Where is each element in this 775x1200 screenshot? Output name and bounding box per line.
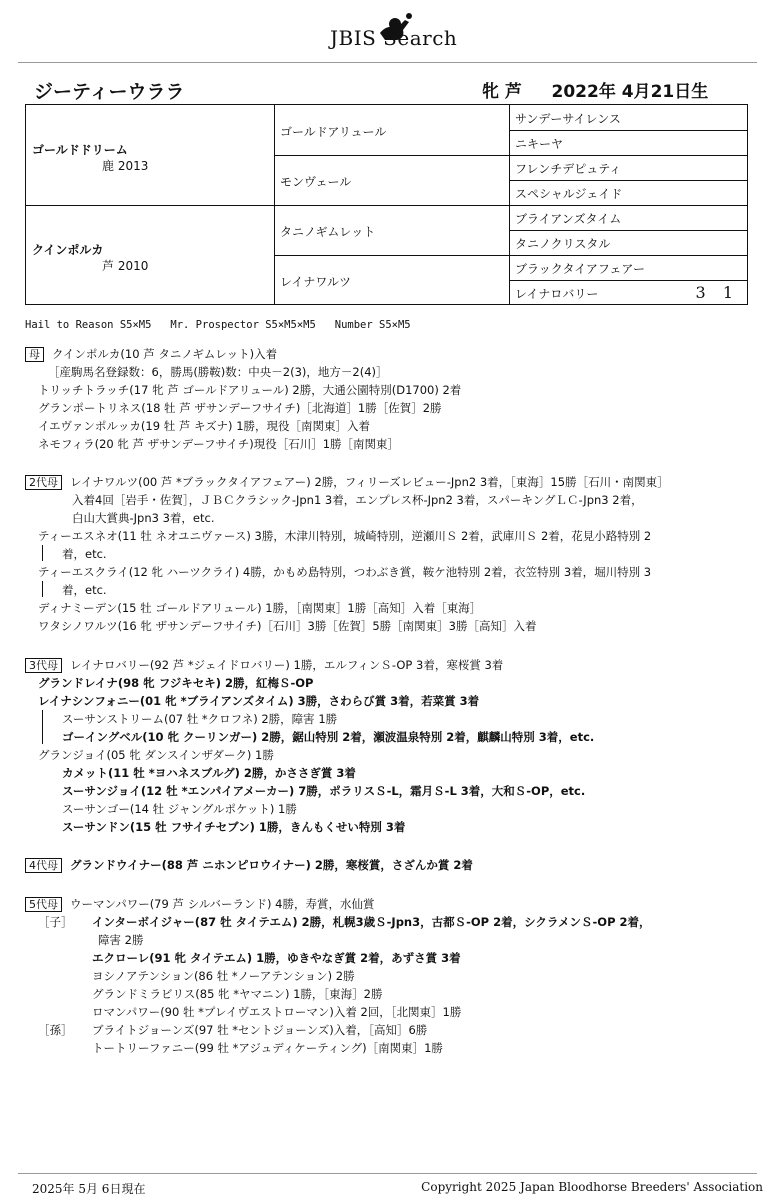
header-divider bbox=[18, 62, 757, 63]
list-item[interactable]: カメット(11 牡 *ヨハネスブルグ) 2勝，かささぎ賞 3着 bbox=[62, 766, 356, 780]
pedigree-dam[interactable]: クインポルカ bbox=[32, 243, 104, 257]
grandchild-label: ［孫］ bbox=[38, 1023, 73, 1037]
list-item[interactable]: スーサンストリーム(07 牡 *クロフネ) 2勝，障害 1勝 bbox=[62, 712, 338, 726]
pedigree-gen3[interactable]: タニノクリスタル bbox=[515, 237, 611, 251]
list-item: 3代母 レイナロバリー(92 芦 *ジェイドロバリー) 1勝，エルフィンＳ-OP 3着，寒桜賞 3着 bbox=[25, 657, 503, 673]
horse-name: ジーティーウララ bbox=[34, 81, 185, 103]
footer-divider bbox=[18, 1173, 757, 1174]
list-item: 母 クインポルカ(10 芦 タニノギムレット)入着 bbox=[25, 346, 277, 362]
list-item[interactable]: エクローレ(91 牝 タイテエム) 1勝，ゆきやなぎ賞 2着，あずさ賞 3着 bbox=[92, 951, 461, 965]
list-item: ［産駒馬名登録数：6，勝馬(勝鞍)数：中央－2(3)，地方－2(4)］ bbox=[48, 365, 388, 379]
pedigree-gen3[interactable]: レイナロバリー bbox=[515, 287, 599, 301]
divider bbox=[509, 130, 747, 131]
list-item[interactable]: ディナミーデン(15 牡 ゴールドアリュール) 1勝，［南関東］1勝［高知］入着［東海］ bbox=[38, 601, 482, 615]
section-tag: 5代母 bbox=[25, 897, 62, 912]
list-item: 障害 2勝 bbox=[98, 933, 144, 947]
list-item[interactable]: ブライトジョーンズ(97 牡 *セントジョーンズ)入着，［高知］6勝 bbox=[92, 1023, 428, 1037]
pedigree-gen2[interactable]: タニノギムレット bbox=[280, 225, 376, 239]
pedigree-sire[interactable]: ゴールドドリーム bbox=[32, 143, 128, 157]
child-label: ［子］ bbox=[38, 915, 73, 929]
section-tag: 母 bbox=[25, 347, 44, 362]
birth-date: 2022年 4月21日生 bbox=[551, 82, 709, 102]
list-item[interactable]: インターボイジャー(87 牡 タイテエム) 2勝，札幌3歳Ｓ-Jpn3，古都Ｓ-OP 2着，シクラメンＳ-OP 2着， bbox=[92, 915, 651, 929]
indent-bar bbox=[42, 710, 43, 744]
divider bbox=[509, 280, 747, 281]
list-item: 4代母 グランドウイナー(88 芦 ニホンピロウイナー) 2勝，寒桜賞，さざんか賞 2着 bbox=[25, 857, 473, 873]
pedigree-gen2[interactable]: モンヴェール bbox=[280, 175, 352, 189]
list-item[interactable]: グランドミラビリス(85 牝 *ヤマニン) 1勝，［東海］2勝 bbox=[92, 987, 383, 1001]
pedigree-gen2[interactable]: ゴールドアリュール bbox=[280, 125, 387, 139]
section-tag: 3代母 bbox=[25, 658, 62, 673]
pedigree-gen3[interactable]: スペシャルジェイド bbox=[515, 187, 623, 201]
pedigree-gen3[interactable]: サンデーサイレンス bbox=[515, 112, 621, 126]
list-item[interactable]: ロマンパワー(90 牡 *プレイヴエストローマン)入着 2回，［北関東］1勝 bbox=[92, 1005, 462, 1019]
list-item: 白山大賞典-Jpn3 3着，etc. bbox=[72, 511, 215, 525]
sex-color: 牝 芦 bbox=[482, 82, 522, 102]
list-item: 着，etc. bbox=[62, 547, 107, 561]
list-item: 着，etc. bbox=[62, 583, 107, 597]
indent-bar bbox=[42, 581, 43, 597]
pedigree-gen3[interactable]: ブライアンズタイム bbox=[515, 212, 622, 226]
copyright: Copyright 2025 Japan Bloodhorse Breeders' Association bbox=[421, 1180, 763, 1194]
list-item[interactable]: ティーエスネオ(11 牡 ネオユニヴァース) 3勝，木津川特別，城崎特別，逆瀬川Ｓ 2着，武庫川Ｓ 2着，花見小路特別 2 bbox=[38, 529, 652, 543]
list-item[interactable]: ヨシノアテンション(86 牡 *ノーアテンション) 2勝 bbox=[92, 969, 355, 983]
divider bbox=[509, 180, 747, 181]
pedigree-gen3[interactable]: ニキーヤ bbox=[515, 137, 564, 151]
section-tag: 2代母 bbox=[25, 475, 62, 490]
section-tag: 4代母 bbox=[25, 858, 62, 873]
list-item[interactable]: レイナシンフォニー(01 牝 *ブライアンズタイム) 3勝，さわらび賞 3着，若菜賞 3着 bbox=[38, 694, 480, 708]
list-item[interactable]: トリッチトラッチ(17 牝 芦 ゴールドアリュール) 2勝，大通公園特別(D1700) 2着 bbox=[38, 383, 462, 397]
list-item[interactable]: グランポートリネス(18 牡 芦 ザサンデーフサイチ)［北海道］1勝［佐賀］2勝 bbox=[38, 401, 442, 415]
list-item[interactable]: ティーエスクライ(12 牝 ハーツクライ) 4勝，かもめ島特別，つわぶき賞，鞍ケ池特別 2着，衣笠特別 3着，堀川特別 3 bbox=[38, 565, 652, 579]
list-item[interactable]: イエヴァンポルッカ(19 牡 芦 キズナ) 1勝，現役［南関東］入着 bbox=[38, 419, 371, 433]
inbreeding-note: Hail to Reason S5×M5 Mr. Prospector S5×M5×M5 Number S5×M5 bbox=[25, 319, 411, 331]
logo-text: JBIS Search bbox=[330, 26, 458, 50]
divider bbox=[26, 205, 747, 206]
list-item[interactable]: ネモフィラ(20 牝 芦 ザサンデーフサイチ)現役［石川］1勝［南関東］ bbox=[38, 437, 400, 451]
divider bbox=[509, 230, 747, 231]
list-item[interactable]: ゴーイングベル(10 牝 クーリンガー) 2勝，鋸山特別 2着，瀬波温泉特別 2着，麒麟山特別 3着，etc. bbox=[62, 730, 595, 744]
pedigree-gen3[interactable]: ブラックタイアフェアー bbox=[515, 262, 645, 276]
list-item[interactable]: ワタシノワルツ(16 牝 ザサンデーフサイチ)［石川］3勝［佐賀］5勝［南関東］3勝［高知］入着 bbox=[38, 619, 537, 633]
indent-bar bbox=[42, 545, 43, 561]
family-number: 3 1 bbox=[695, 283, 739, 302]
list-item[interactable]: スーサンゴー(14 牡 ジャングルポケット) 1勝 bbox=[62, 802, 297, 816]
list-item: 入着4回［岩手・佐賀］，ＪＢＣクラシック-Jpn1 3着，エンプレス杯-Jpn2 3着，スパーキングＬＣ-Jpn3 2着， bbox=[72, 493, 643, 507]
dam-color-year: 芦 2010 bbox=[102, 259, 149, 273]
divider bbox=[274, 155, 747, 156]
pedigree-table bbox=[25, 104, 748, 305]
list-item[interactable]: スーサンジョイ(12 牡 *エンパイアメーカー) 7勝，ポラリスＳ-L，霜月Ｓ-L 3着，大和Ｓ-OP，etc. bbox=[62, 784, 586, 798]
sire-color-year: 鹿 2013 bbox=[102, 159, 149, 173]
list-item: 5代母 ウーマンパワー(79 芦 シルバーランド) 4勝，寿賞，水仙賞 bbox=[25, 896, 375, 912]
pedigree-gen2[interactable]: レイナワルツ bbox=[280, 275, 352, 289]
list-item[interactable]: トートリーファニー(99 牡 *アジュディケーティング)［南関東］1勝 bbox=[92, 1041, 443, 1055]
list-item[interactable]: グランドレイナ(98 牝 フジキセキ) 2勝，紅梅Ｓ-OP bbox=[38, 676, 314, 690]
list-item: 2代母 レイナワルツ(00 芦 *ブラックタイアフェアー) 2勝，フィリーズレビュー-Jpn2 3着，［東海］15勝［石川・南関東］ bbox=[25, 474, 669, 490]
pedigree-gen3[interactable]: フレンチデピュティ bbox=[515, 162, 622, 176]
list-item[interactable]: グランジョイ(05 牝 ダンスインザダーク) 1勝 bbox=[38, 748, 274, 762]
divider bbox=[274, 255, 747, 256]
as-of-date: 2025年 5月 6日現在 bbox=[32, 1182, 146, 1196]
list-item[interactable]: スーサンドン(15 牡 フサイチセブン) 1勝，きんもくせい特別 3着 bbox=[62, 820, 406, 834]
horse-info bbox=[482, 77, 708, 102]
